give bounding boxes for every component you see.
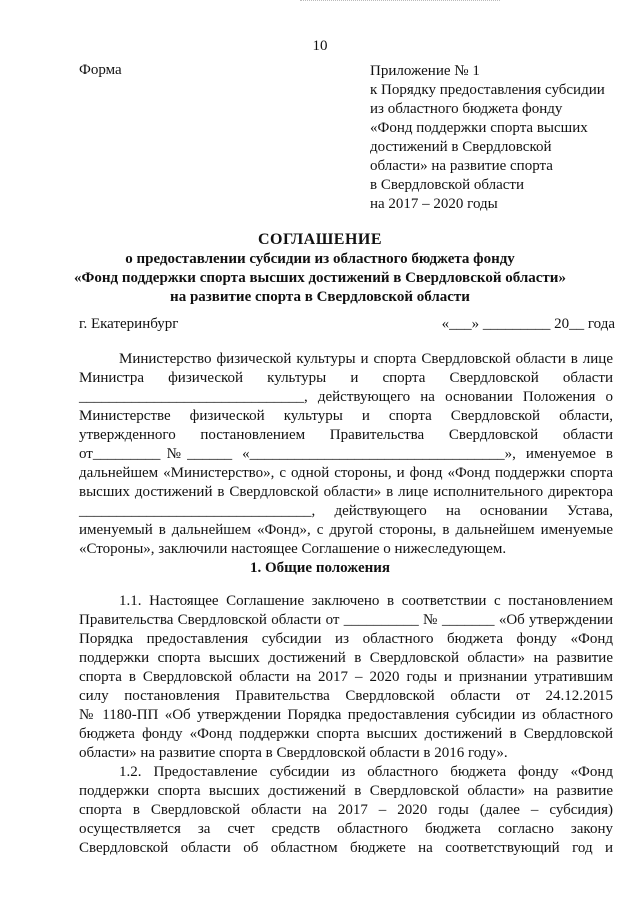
- preamble-line: «Стороны», заключили настоящее Соглашение о нижеследующем.: [79, 541, 507, 557]
- city: г. Екатеринбург: [79, 316, 179, 332]
- appendix-line: к Порядку предоставления субсидии: [370, 82, 605, 98]
- title-line: о предоставлении субсидии из областного бюджета фонду: [125, 251, 515, 267]
- clause-1-2: [79, 763, 613, 858]
- clause-line: спорта в Свердловской области на 2017 – 2020 годы (далее – субсидия): [79, 802, 613, 818]
- clause-line: области» на развитие спорта в Свердловской области в 2016 году».: [79, 745, 508, 761]
- preamble-line: ______________________________, действующего на основании Положения о: [79, 389, 613, 405]
- appendix-line: «Фонд поддержки спорта высших: [370, 120, 588, 136]
- clause-line: поддержки спорта высших достижений в Свердловской области» на развитие: [79, 783, 613, 799]
- clause-line: 1.1. Настоящее Соглашение заключено в соответствии с постановлением: [119, 593, 613, 609]
- clause-line: Свердловской области об областном бюджете на соответствующий год и: [79, 840, 613, 856]
- form-label: Форма: [79, 62, 122, 78]
- scan-edge-mark: [300, 0, 500, 2]
- title-line: на развитие спорта в Свердловской области: [170, 289, 470, 305]
- clause-line: силу постановления Правительства Свердловской области от 24.12.2015: [79, 688, 613, 704]
- appendix-line: области» на развитие спорта: [370, 158, 553, 174]
- clause-line: № 1180-ПП «Об утверждении Порядка предоставления субсидии из областного: [79, 707, 613, 723]
- section-heading: 1. Общие положения: [249, 560, 391, 576]
- title-line: «Фонд поддержки спорта высших достижений в Свердловской области»: [74, 270, 566, 286]
- appendix-line: достижений в Свердловской: [370, 139, 552, 155]
- preamble-line: _______________________________, действующего на основании Устава,: [79, 503, 613, 519]
- preamble-line: Министерстве физической культуры и спорта Свердловской области,: [79, 408, 613, 424]
- page-number: 10: [312, 38, 328, 54]
- preamble-line: утвержденного постановлением Правительства Свердловской области: [79, 427, 613, 443]
- clause-line: поддержки спорта высших достижений в Свердловской области» на развитие: [79, 650, 613, 666]
- appendix-line: на 2017 – 2020 годы: [370, 196, 498, 212]
- preamble-line: высших достижений в Свердловской области» в лице исполнительного директора: [79, 484, 613, 500]
- clause-line: бюджета фонду «Фонд поддержки спорта высших достижений в Свердловской: [79, 726, 613, 742]
- clause-line: 1.2. Предоставление субсидии из областного бюджета фонду «Фонд: [119, 764, 613, 780]
- preamble-line: Министерство физической культуры и спорта Свердловской области в лице: [119, 351, 613, 367]
- appendix-line: из областного бюджета фонду: [370, 101, 563, 117]
- clause-1-1: [79, 592, 613, 763]
- clause-line: спорта в Свердловской области на 2017 – 2020 годы и признании утратившим: [79, 669, 613, 685]
- clause-line: Правительства Свердловской области от __________ № _______ «Об утверждении: [79, 612, 613, 628]
- preamble-line: дальнейшем «Министерство», с одной стороны, и фонд «Фонд поддержки спорта: [79, 465, 613, 481]
- title-main: СОГЛАШЕНИЕ: [257, 231, 383, 248]
- appendix-block: [370, 62, 620, 214]
- appendix-line: в Свердловской области: [370, 177, 525, 193]
- preamble-line: именуемый в дальнейшем «Фонд», с другой стороны, в дальнейшем именуемые: [79, 522, 613, 538]
- clause-line: Порядка предоставления субсидии из областного бюджета фонду «Фонд: [79, 631, 613, 647]
- clause-line: осуществляется за счет средств областного бюджета согласно закону: [79, 821, 613, 837]
- preamble: [79, 350, 613, 559]
- agreement-title: [0, 230, 640, 307]
- appendix-line: Приложение № 1: [370, 63, 480, 79]
- preamble-line: Министра физической культуры и спорта Свердловской области: [79, 370, 613, 386]
- date-line: «___» _________ 20__ года: [441, 316, 615, 332]
- preamble-line: от_________№______ «__________________________________», именуемое в: [79, 446, 613, 462]
